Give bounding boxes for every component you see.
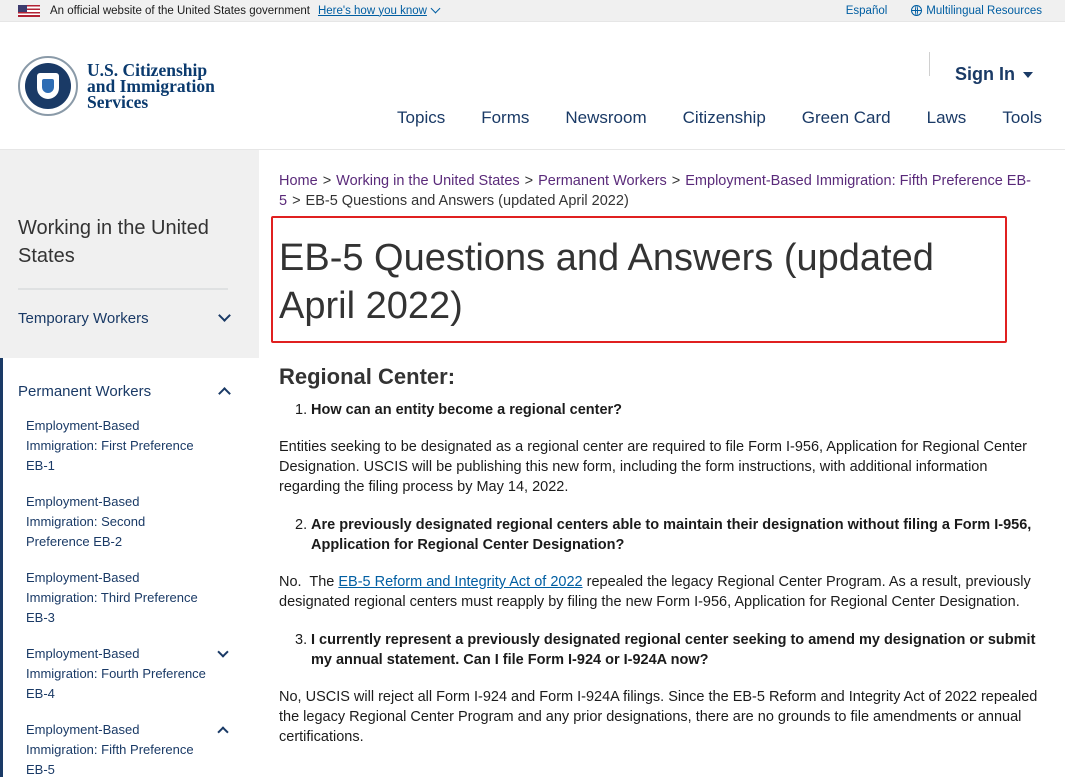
gov-banner xyxy=(0,0,1065,22)
sidebar-divider xyxy=(18,288,228,290)
espanol-link[interactable]: Español xyxy=(845,4,888,17)
chevron-down-icon[interactable] xyxy=(218,309,231,322)
sidebar-item-eb3[interactable] xyxy=(3,560,259,636)
nav-laws[interactable]: Laws xyxy=(926,108,967,127)
sidebar-item-label: Permanent Workers xyxy=(18,382,152,400)
sidebar-item-eb2[interactable] xyxy=(3,484,259,560)
site-header xyxy=(0,22,1065,150)
logo-line-2: and Immigration xyxy=(87,76,215,96)
sidebar-item-permanent-workers[interactable] xyxy=(3,358,259,408)
caret-down-icon xyxy=(1023,72,1033,78)
chevron-down-icon[interactable] xyxy=(217,646,228,657)
chevron-down-icon xyxy=(430,4,440,14)
breadcrumb-separator: > xyxy=(671,173,681,189)
dhs-seal-icon xyxy=(18,56,78,116)
page-title: EB-5 Questions and Answers (updated April 2022) xyxy=(279,237,934,327)
breadcrumb-permanent[interactable]: Permanent Workers xyxy=(538,173,667,189)
answer-2-suffix: repealed the legacy Regional Center Program. As a result, previously designated regional centers must reapply by filing the new Form I-956, Application for Regional Center Designation. xyxy=(279,574,1031,610)
sidebar-item-label: Employment-Based Immigration: Third Preference EB-3 xyxy=(26,570,198,625)
question-3: 3. I currently represent a previously designated regional center seeking to amend my designation or submit my annual statement. Can I file Form I-924 or I-924A now? xyxy=(279,630,1039,670)
answer-1: Entities seeking to be designated as a regional center are required to file Form I-956, Application for Regional Center Designation. USCIS will be publishing this new form, including the form instructions, with additional information regarding the filing process by May 14, 2022. xyxy=(279,439,1027,495)
question-text: Are previously designated regional centers able to maintain their designation without filing a Form I-956, Application for Regional Center Designation? xyxy=(311,517,1032,553)
sidebar-item-eb1[interactable] xyxy=(3,408,259,484)
answer-2-prefix: No. The xyxy=(279,574,339,590)
sidebar-item-label: Employment-Based Immigration: Fifth Preference EB-5 xyxy=(26,722,194,777)
logo-line-3: Services xyxy=(87,92,149,112)
official-website-text: An official website of the United States government xyxy=(50,4,310,17)
uscis-logo[interactable] xyxy=(18,56,215,116)
highlight-box xyxy=(271,216,1007,343)
question-text: I currently represent a previously designated regional center seeking to amend my designation or submit my annual statement. Can I file Form I-924 or I-924A now? xyxy=(311,632,1036,668)
logo-text xyxy=(87,62,215,110)
main-nav xyxy=(397,108,1042,128)
breadcrumb-separator: > xyxy=(524,173,534,189)
nav-tools[interactable]: Tools xyxy=(1002,108,1042,127)
sidebar-item-eb4[interactable] xyxy=(3,636,259,712)
nav-citizenship[interactable]: Citizenship xyxy=(682,108,766,127)
sidebar-title[interactable]: Working in the United States xyxy=(18,217,209,267)
us-flag-icon xyxy=(18,5,40,17)
answer-2 xyxy=(279,572,1047,612)
breadcrumb-working[interactable]: Working in the United States xyxy=(336,173,520,189)
main-content xyxy=(259,150,1065,776)
nav-newsroom[interactable]: Newsroom xyxy=(565,108,647,127)
answer-3: No, USCIS will reject all Form I-924 and Form I-924A filings. Since the EB-5 Reform and Integrity Act of 2022 repealed the legacy Regional Center Program and any prior designations, there are no grounds to file amendments or annual certifications. xyxy=(279,689,1038,745)
nav-green-card[interactable]: Green Card xyxy=(801,108,891,127)
logo-line-1: U.S. Citizenship xyxy=(87,60,208,80)
breadcrumb xyxy=(279,171,1049,211)
sidebar-section-permanent-workers xyxy=(0,358,259,777)
breadcrumb-separator: > xyxy=(292,193,301,209)
breadcrumb-eb5-preference[interactable]: Employment-Based Immigration: Fifth Preference EB-5 xyxy=(279,173,1031,209)
header-divider xyxy=(929,52,930,76)
sign-in-button[interactable] xyxy=(955,64,1033,85)
sign-in-label: Sign In xyxy=(955,64,1015,84)
nav-forms[interactable]: Forms xyxy=(481,108,530,127)
heres-how-you-know-link[interactable] xyxy=(318,5,439,17)
heres-how-you-know-label: Here's how you know xyxy=(317,4,427,17)
eb5-reform-act-link[interactable]: EB-5 Reform and Integrity Act of 2022 xyxy=(338,574,583,590)
multilingual-label: Multilingual Resources xyxy=(926,4,1042,17)
sidebar-item-label: Employment-Based Immigration: Second Preference EB-2 xyxy=(26,494,146,549)
section-title: Regional Center: xyxy=(279,364,456,389)
breadcrumb-separator: > xyxy=(322,173,332,189)
question-2: 2. Are previously designated regional centers able to maintain their designation without filing a Form I-956, Application for Regional Center Designation? xyxy=(279,515,1039,555)
sidebar xyxy=(0,150,259,776)
sidebar-item-label: Temporary Workers xyxy=(18,309,149,327)
chevron-up-icon[interactable] xyxy=(218,387,231,400)
sidebar-item-label: Employment-Based Immigration: First Preference EB-1 xyxy=(26,418,194,473)
question-1: 1. How can an entity become a regional center? xyxy=(295,402,623,418)
breadcrumb-home[interactable]: Home xyxy=(279,173,318,189)
nav-topics[interactable]: Topics xyxy=(397,108,446,127)
sidebar-item-eb5[interactable] xyxy=(3,712,259,777)
sidebar-item-label: Employment-Based Immigration: Fourth Preference EB-4 xyxy=(26,646,206,701)
question-text: How can an entity become a regional center? xyxy=(311,402,623,418)
globe-icon xyxy=(911,5,922,16)
multilingual-resources-link[interactable] xyxy=(911,5,1042,17)
chevron-up-icon[interactable] xyxy=(217,726,228,737)
sidebar-item-temporary-workers[interactable] xyxy=(0,296,259,340)
breadcrumb-current: EB-5 Questions and Answers (updated April 2022) xyxy=(305,193,629,209)
